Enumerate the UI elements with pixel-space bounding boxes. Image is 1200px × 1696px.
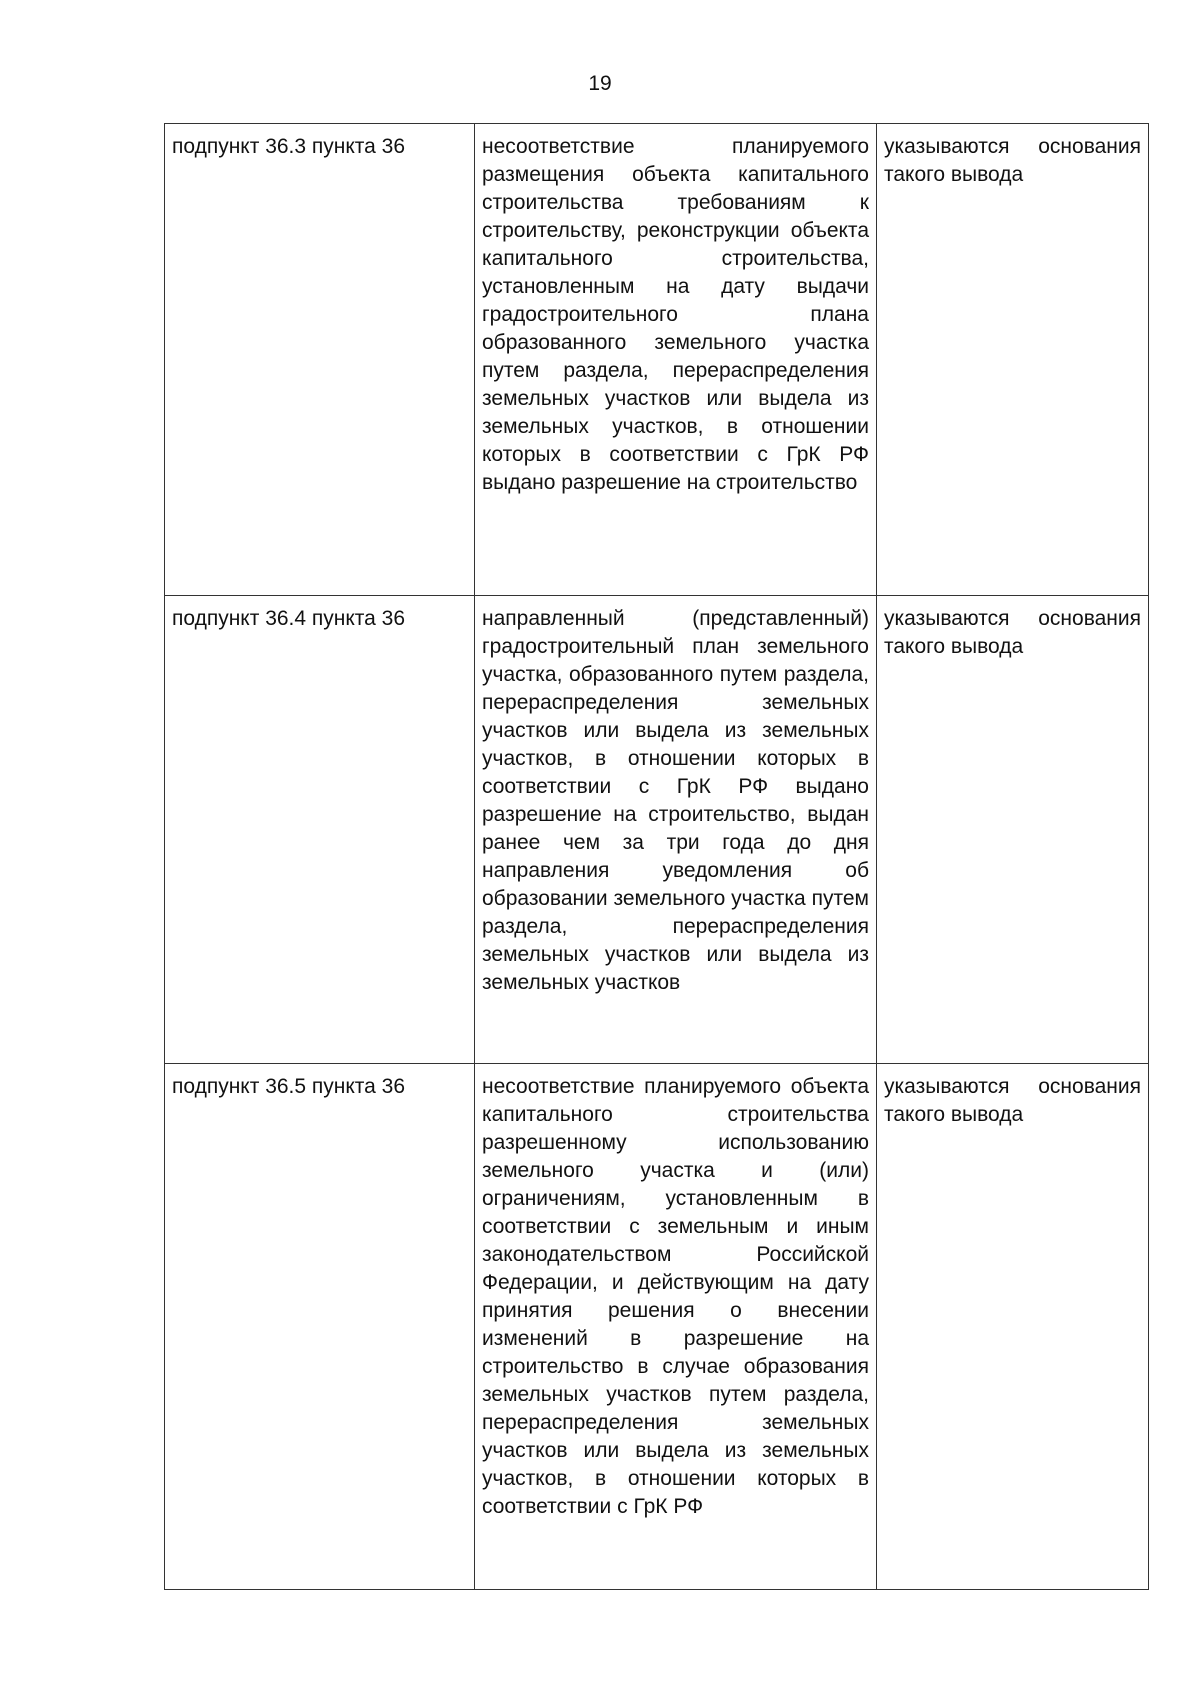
grounds-table [164, 123, 1149, 1590]
clause-cell: подпункт 36.3 пункта 36 [165, 124, 475, 596]
page-number: 19 [588, 72, 612, 95]
description-cell: несоответствие планируемого объекта капитального строительства разрешенному использованию земельного участка и (или) ограничениям, установленным в соответствии с земельным и иным законодательством Российской Федерации, и действующим на дату принятия решения о внесении изменений в разрешение на строительство в случае образования земельных участков путем раздела, перераспределения земельных участков или выдела из земельных участков, в отношении которых в соответствии с ГрК РФ [475, 1064, 877, 1590]
note-cell: указываются основания такого вывода [877, 1064, 1149, 1590]
description-cell: несоответствие планируемого размещения объекта капитального строительства требованиям к строительству, реконструкции объекта капитального строительства, установленным на дату выдачи градостроительного плана образованного земельного участка путем раздела, перераспределения земельных участков или выдела из земельных участков, в отношении которых в соответствии с ГрК РФ выдано разрешение на строительство [475, 124, 877, 596]
table-row [165, 124, 1149, 596]
description-cell: направленный (представленный) градостроительный план земельного участка, образованного путем раздела, перераспределения земельных участков или выдела из земельных участков, в отношении которых в соответствии с ГрК РФ выдано разрешение на строительство, выдан ранее чем за три года до дня направления уведомления об образовании земельного участка путем раздела, перераспределения земельных участков или выдела из земельных участков [475, 596, 877, 1064]
note-cell: указываются основания такого вывода [877, 124, 1149, 596]
table-row [165, 596, 1149, 1064]
table-row [165, 1064, 1149, 1590]
clause-cell: подпункт 36.4 пункта 36 [165, 596, 475, 1064]
clause-cell: подпункт 36.5 пункта 36 [165, 1064, 475, 1590]
note-cell: указываются основания такого вывода [877, 596, 1149, 1064]
